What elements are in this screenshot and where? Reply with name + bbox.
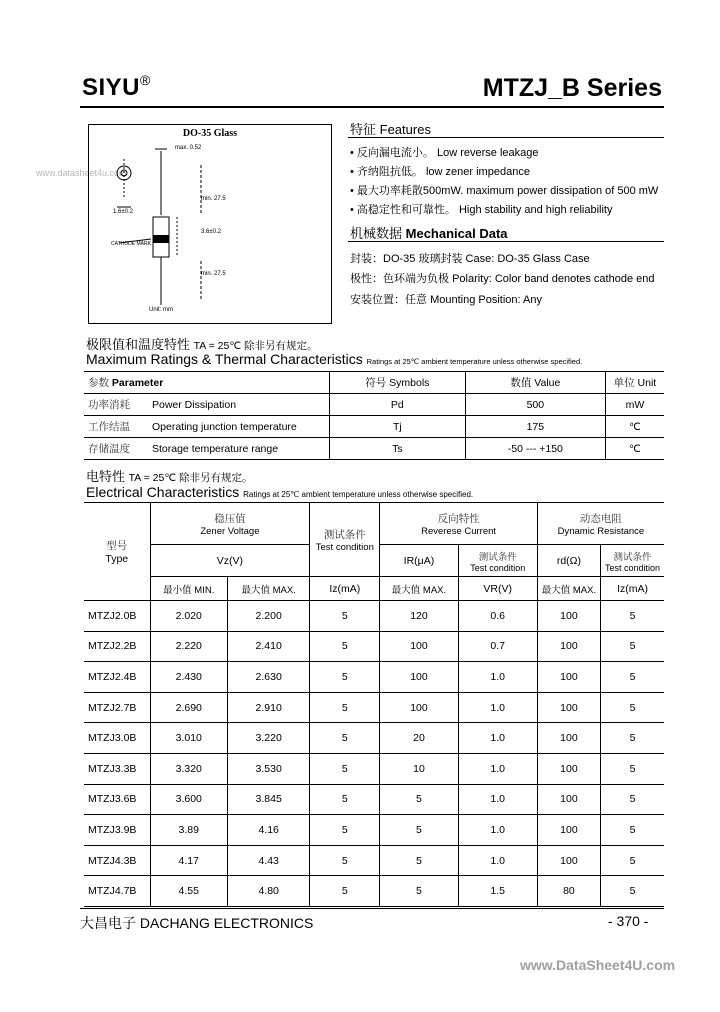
- electrical-cell-min: 3.010: [150, 723, 228, 754]
- feature-item: • 齐纳阻抗低。 low zener impedance: [350, 166, 530, 178]
- electrical-cell-max: 4.80: [228, 876, 310, 907]
- electrical-row: [84, 662, 664, 693]
- electrical-cell-max: 2.410: [228, 631, 310, 662]
- electrical-cell-rd: 100: [537, 662, 600, 693]
- brand-logo: SIYU®: [82, 72, 151, 101]
- electrical-cell-iz2: 5: [601, 845, 664, 876]
- diode-outline-svg: [89, 125, 333, 325]
- electrical-table: [84, 502, 664, 907]
- electrical-cell-max: 2.630: [228, 662, 310, 693]
- electrical-cell-ir: 10: [380, 753, 458, 784]
- series-title: MTZJ_B Series: [482, 74, 662, 102]
- electrical-cell-type: MTZJ3.6B: [84, 784, 150, 815]
- electrical-row: [84, 784, 664, 815]
- electrical-cell-ir: 5: [380, 845, 458, 876]
- electrical-cell-ir: 100: [380, 662, 458, 693]
- electrical-title-en: Electrical Characteristics Ratings at 25℃ ambient temperature unless otherwise specified.: [86, 484, 474, 500]
- electrical-cell-rd: 100: [537, 753, 600, 784]
- electrical-cell-ir: 20: [380, 723, 458, 754]
- features-rule: [348, 137, 664, 138]
- ratings-row: 工作结温 Operating junction temperature Tj 175 ℃: [84, 416, 664, 438]
- elec-header-row-1: 型号 Type 稳压值 Zener Voltage 测试条件 Test condition 反向特性 Reverese Current 动态电阻 Dynamic Resistance: [84, 503, 664, 545]
- footer-company: 大昌电子 DACHANG ELECTRONICS: [80, 915, 314, 931]
- electrical-cell-type: MTZJ3.3B: [84, 753, 150, 784]
- footer-page-number: - 370 -: [608, 913, 649, 929]
- electrical-cell-iz: 5: [310, 631, 380, 662]
- pkg-label-cathode: CATHODE MARK: [111, 241, 151, 247]
- electrical-cell-vr: 1.0: [458, 662, 537, 693]
- electrical-cell-type: MTZJ3.0B: [84, 723, 150, 754]
- electrical-row: [84, 601, 664, 632]
- electrical-cell-ir: 5: [380, 876, 458, 907]
- ratings-table: [84, 371, 664, 460]
- mechanical-item: 封装：DO-35 玻璃封装 Case: DO-35 Glass Case: [350, 253, 590, 265]
- electrical-cell-iz: 5: [310, 601, 380, 632]
- electrical-cell-iz2: 5: [601, 723, 664, 754]
- electrical-row: [84, 815, 664, 846]
- electrical-cell-iz2: 5: [601, 815, 664, 846]
- watermark-small: www.datasheet4u.com: [36, 168, 127, 178]
- electrical-cell-type: MTZJ4.3B: [84, 845, 150, 876]
- electrical-cell-vr: 1.0: [458, 784, 537, 815]
- feature-item: • 最大功率耗散500mW. maximum power dissipation of 500 mW: [350, 185, 659, 197]
- electrical-cell-min: 4.55: [150, 876, 228, 907]
- watermark-big: www.DataSheet4U.com: [520, 957, 676, 973]
- features-title: 特征 Features: [350, 122, 431, 137]
- electrical-row: [84, 723, 664, 754]
- electrical-row: [84, 876, 664, 907]
- electrical-cell-vr: 1.0: [458, 845, 537, 876]
- electrical-cell-rd: 80: [537, 876, 600, 907]
- electrical-cell-iz2: 5: [601, 601, 664, 632]
- pkg-label-body-len: 3.6±0.2: [201, 229, 221, 235]
- ratings-row: 存储温度 Storage temperature range Ts -50 --- +150 ℃: [84, 438, 664, 460]
- electrical-cell-vr: 1.0: [458, 815, 537, 846]
- electrical-cell-vr: 1.0: [458, 692, 537, 723]
- mechanical-item: 极性：色环端为负极 Polarity: Color band denotes cathode end: [350, 273, 655, 285]
- electrical-cell-type: MTZJ2.4B: [84, 662, 150, 693]
- footer-rule: [80, 908, 664, 909]
- ratings-title-en: Maximum Ratings & Thermal Characteristics Ratings at 25℃ ambient temperature unless otherwise specified.: [86, 351, 583, 367]
- electrical-cell-iz2: 5: [601, 631, 664, 662]
- electrical-title-cn: 电特性 TA = 25℃ 除非另有规定。: [86, 469, 253, 484]
- electrical-cell-iz2: 5: [601, 876, 664, 907]
- pkg-label-unit: Unit: mm: [149, 307, 173, 313]
- pkg-label-lead-len-2: min. 27.5: [201, 271, 226, 277]
- electrical-cell-iz: 5: [310, 784, 380, 815]
- electrical-cell-rd: 100: [537, 692, 600, 723]
- electrical-cell-rd: 100: [537, 631, 600, 662]
- electrical-cell-max: 2.200: [228, 601, 310, 632]
- electrical-cell-rd: 100: [537, 601, 600, 632]
- electrical-cell-max: 4.43: [228, 845, 310, 876]
- electrical-cell-rd: 100: [537, 845, 600, 876]
- electrical-cell-max: 2.910: [228, 692, 310, 723]
- electrical-cell-min: 2.220: [150, 631, 228, 662]
- pkg-label-lead-len: min. 27.5: [201, 196, 226, 202]
- pkg-label-lead-dia: max. 0.52: [175, 145, 202, 151]
- electrical-cell-min: 3.89: [150, 815, 228, 846]
- electrical-cell-min: 4.17: [150, 845, 228, 876]
- electrical-cell-max: 3.845: [228, 784, 310, 815]
- electrical-cell-iz2: 5: [601, 784, 664, 815]
- electrical-cell-iz: 5: [310, 845, 380, 876]
- electrical-cell-iz2: 5: [601, 662, 664, 693]
- ratings-title-cn: 极限值和温度特性 TA = 25℃ 除非另有规定。: [86, 337, 318, 352]
- electrical-cell-iz2: 5: [601, 692, 664, 723]
- mechanical-rule: [348, 241, 664, 242]
- mechanical-title: 机械数据 Mechanical Data: [350, 226, 508, 241]
- electrical-cell-rd: 100: [537, 784, 600, 815]
- electrical-cell-type: MTZJ2.7B: [84, 692, 150, 723]
- electrical-cell-max: 3.220: [228, 723, 310, 754]
- electrical-cell-ir: 5: [380, 784, 458, 815]
- electrical-row: [84, 631, 664, 662]
- electrical-cell-iz: 5: [310, 876, 380, 907]
- electrical-cell-vr: 0.7: [458, 631, 537, 662]
- electrical-cell-iz: 5: [310, 815, 380, 846]
- electrical-cell-iz: 5: [310, 723, 380, 754]
- ratings-header-row: 参数 Parameter 符号 Symbols 数值 Value 单位 Unit: [84, 372, 664, 394]
- electrical-row: [84, 845, 664, 876]
- electrical-cell-type: MTZJ2.2B: [84, 631, 150, 662]
- package-drawing: [88, 124, 332, 324]
- ratings-row: 功率消耗 Power Dissipation Pd 500 mW: [84, 394, 664, 416]
- feature-item: • 反向漏电流小。 Low reverse leakage: [350, 147, 539, 159]
- elec-header-row-3: 最小值 MIN. 最大值 MAX. Iz(mA) 最大值 MAX. VR(V) 最大值 MAX. Iz(mA): [84, 577, 664, 601]
- electrical-cell-iz: 5: [310, 662, 380, 693]
- electrical-cell-min: 3.600: [150, 784, 228, 815]
- electrical-cell-ir: 5: [380, 815, 458, 846]
- electrical-cell-min: 2.430: [150, 662, 228, 693]
- electrical-cell-vr: 1.0: [458, 753, 537, 784]
- electrical-cell-iz: 5: [310, 753, 380, 784]
- electrical-cell-iz2: 5: [601, 753, 664, 784]
- electrical-cell-min: 3.320: [150, 753, 228, 784]
- electrical-cell-rd: 100: [537, 723, 600, 754]
- electrical-cell-vr: 1.0: [458, 723, 537, 754]
- electrical-cell-min: 2.020: [150, 601, 228, 632]
- electrical-cell-ir: 100: [380, 692, 458, 723]
- electrical-cell-type: MTZJ2.0B: [84, 601, 150, 632]
- electrical-cell-vr: 1.5: [458, 876, 537, 907]
- pkg-label-body-dia: 1.6±0.2: [113, 209, 133, 215]
- electrical-cell-ir: 100: [380, 631, 458, 662]
- electrical-cell-max: 4.16: [228, 815, 310, 846]
- electrical-row: [84, 692, 664, 723]
- electrical-cell-type: MTZJ3.9B: [84, 815, 150, 846]
- package-title: DO-35 Glass: [182, 128, 238, 139]
- electrical-cell-vr: 0.6: [458, 601, 537, 632]
- electrical-cell-max: 3.530: [228, 753, 310, 784]
- electrical-cell-rd: 100: [537, 815, 600, 846]
- electrical-row: [84, 753, 664, 784]
- feature-item: • 高稳定性和可靠性。 High stability and high reliability: [350, 204, 613, 216]
- electrical-cell-min: 2.690: [150, 692, 228, 723]
- elec-header-row-2: Vz(V) IR(μA) 测试条件 Test condition rd(Ω) 测试条件 Test condition: [84, 545, 664, 577]
- header-rule: [80, 106, 664, 108]
- electrical-cell-iz: 5: [310, 692, 380, 723]
- electrical-cell-type: MTZJ4.7B: [84, 876, 150, 907]
- mechanical-item: 安装位置：任意 Mounting Position: Any: [350, 294, 542, 306]
- electrical-cell-ir: 120: [380, 601, 458, 632]
